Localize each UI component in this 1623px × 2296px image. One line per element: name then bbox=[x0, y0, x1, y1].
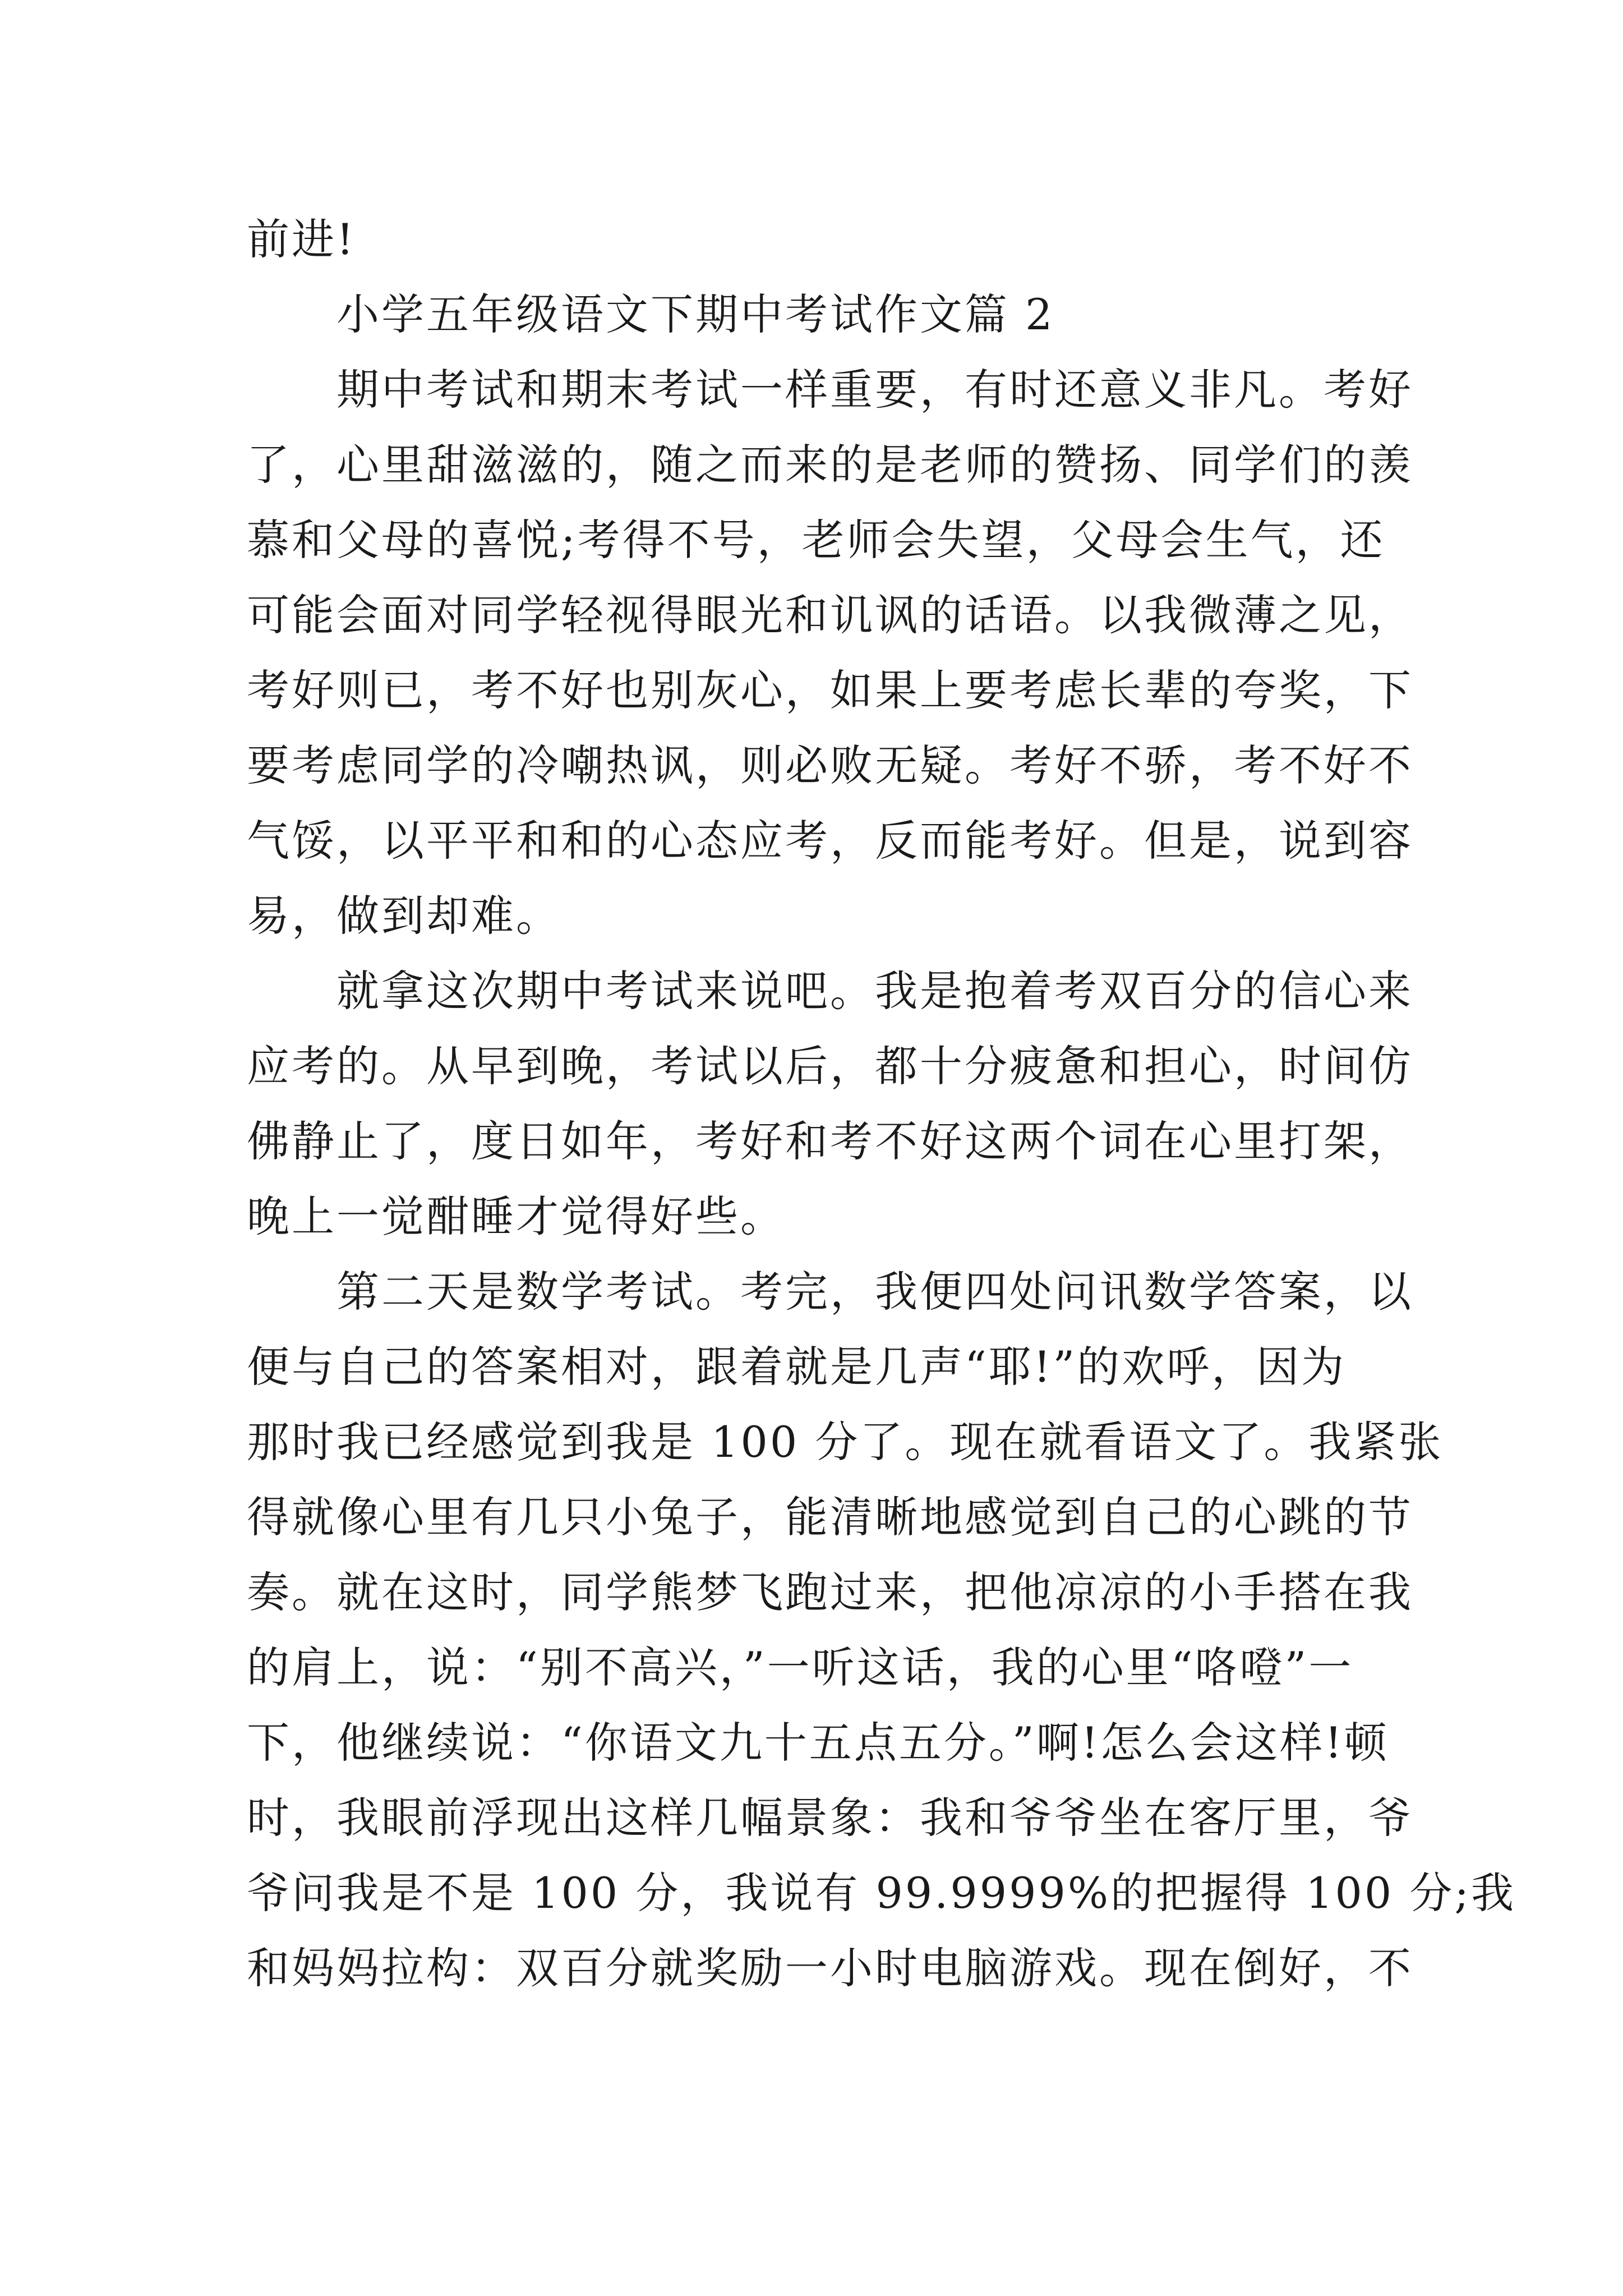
paragraph-1-line: 考好则已，考不好也别灰心，如果上要考虑长辈的夸奖，下 bbox=[247, 665, 1413, 715]
paragraph-1-line: 了，心里甜滋滋的，随之而来的是老师的赞扬、同学们的羡 bbox=[247, 440, 1413, 490]
paragraph-1-line: 易，做到却难。 bbox=[247, 891, 561, 941]
paragraph-3-line: 得就像心里有几只小兔子，能清晰地感觉到自己的心跳的节 bbox=[247, 1492, 1413, 1542]
paragraph-2-line: 佛静止了，度日如年，考好和考不好这两个词在心里打架， bbox=[247, 1116, 1413, 1166]
continuation-line: 前进! bbox=[247, 214, 356, 264]
paragraph-3-line: 时，我眼前浮现出这样几幅景象：我和爷爷坐在客厅里，爷 bbox=[247, 1793, 1413, 1843]
paragraph-3-line: 的肩上，说：“别不高兴，”一听这话，我的心里“咯噔”一 bbox=[247, 1642, 1354, 1692]
paragraph-3-line: 奏。就在这时，同学熊梦飞跑过来，把他凉凉的小手搭在我 bbox=[247, 1567, 1413, 1617]
paragraph-3-line: 爷问我是不是 100 分，我说有 99.9999%的把握得 100 分;我 bbox=[247, 1868, 1516, 1918]
paragraph-3-line: 和妈妈拉构：双百分就奖励一小时电脑游戏。现在倒好，不 bbox=[247, 1943, 1413, 1993]
paragraph-2-line: 就拿这次期中考试来说吧。我是抱着考双百分的信心来 bbox=[336, 966, 1413, 1016]
paragraph-2-line: 应考的。从早到晚，考试以后，都十分疲惫和担心，时间仿 bbox=[247, 1041, 1413, 1091]
paragraph-2-line: 晚上一觉酣睡才觉得好些。 bbox=[247, 1191, 785, 1241]
paragraph-1-line: 可能会面对同学轻视得眼光和讥讽的话语。以我微薄之见， bbox=[247, 590, 1413, 640]
paragraph-1-line: 慕和父母的喜悦;考得不号，老师会失望，父母会生气，还 bbox=[247, 515, 1385, 565]
paragraph-1-line: 要考虑同学的冷嘲热讽，则必败无疑。考好不骄，考不好不 bbox=[247, 740, 1413, 790]
essay-title: 小学五年级语文下期中考试作文篇 2 bbox=[336, 289, 1055, 339]
paragraph-3-line: 便与自己的答案相对，跟着就是几声“耶!”的欢呼，因为 bbox=[247, 1342, 1347, 1392]
paragraph-1-line: 气馁，以平平和和的心态应考，反而能考好。但是，说到容 bbox=[247, 816, 1413, 866]
paragraph-3-line: 那时我已经感觉到我是 100 分了。现在就看语文了。我紧张 bbox=[247, 1417, 1444, 1467]
paragraph-3-line: 第二天是数学考试。考完，我便四处问讯数学答案，以 bbox=[336, 1267, 1413, 1317]
document-body bbox=[247, 202, 1516, 2006]
paragraph-3-line: 下，他继续说：“你语文九十五点五分。”啊!怎么会这样!顿 bbox=[247, 1718, 1389, 1768]
paragraph-1-line: 期中考试和期末考试一样重要，有时还意义非凡。考好 bbox=[336, 365, 1413, 415]
